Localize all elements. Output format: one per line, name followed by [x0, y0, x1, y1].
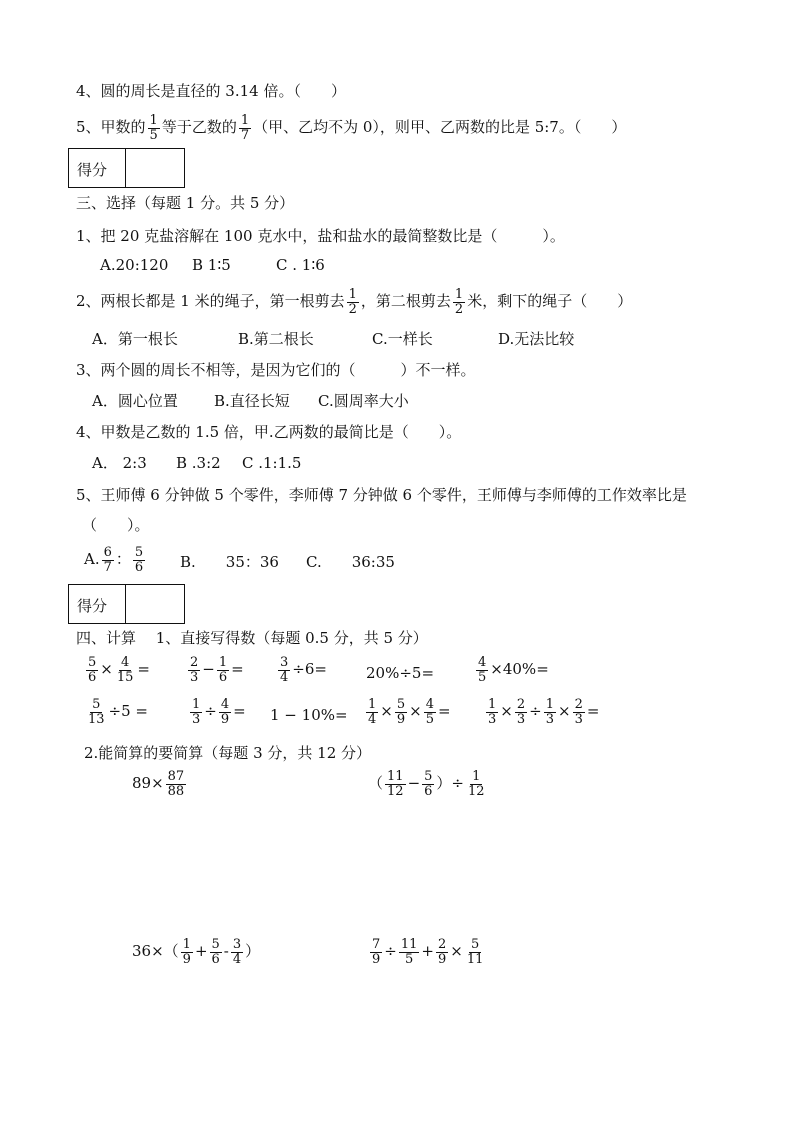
calc-r2-e3: 1 − 10%=: [270, 706, 348, 724]
text-fragment: 5: [92, 697, 101, 712]
fraction: [436, 938, 448, 966]
choice-q1-option-b: B 1∶5: [192, 256, 231, 274]
fraction: [133, 546, 145, 574]
text-fragment: 5: [425, 711, 434, 727]
choice-q1-option-a: A.20:120: [100, 256, 169, 274]
text-fragment: 12: [387, 783, 404, 799]
text-fragment: 4: [280, 669, 289, 685]
text-fragment: 5: [396, 697, 406, 712]
text-fragment: 1: [454, 287, 464, 302]
text-fragment: ）: [245, 942, 261, 961]
text-fragment: 11: [400, 937, 418, 952]
fraction: [422, 770, 434, 798]
text-fragment: 4: [220, 697, 230, 712]
text-fragment: 6: [103, 545, 112, 560]
fraction: [278, 656, 290, 684]
text-fragment: 7: [372, 937, 381, 952]
judge-q4: 4、圆的周长是直径的 3.14 倍。（ ）: [76, 82, 346, 100]
text-fragment: 5: [134, 545, 144, 560]
choice-q5-option-b: B. 35：36: [180, 553, 279, 571]
text-fragment: 4: [368, 711, 377, 727]
text-fragment: 2: [348, 301, 357, 317]
text-fragment: 2: [437, 937, 447, 952]
text-fragment: 9: [182, 951, 191, 967]
judge-q5-pre: 5、甲数的: [76, 118, 146, 137]
text-fragment: 9: [396, 711, 406, 727]
choice-q5-option-c: C. 36:35: [306, 553, 395, 571]
text-fragment: 4: [425, 697, 434, 712]
text-fragment: 3: [516, 711, 526, 727]
text-fragment: 7: [103, 559, 112, 575]
choice-q3-option-a: A．圆心位置: [92, 392, 178, 410]
fraction: [217, 656, 229, 684]
fraction: [239, 114, 251, 142]
text-fragment: 6: [218, 669, 228, 685]
text-fragment: 2: [574, 697, 583, 712]
choice-q4-option-b: B .3:2: [176, 454, 221, 472]
text-fragment: −: [407, 774, 421, 793]
choice-q1: 1、把 20 克盐溶解在 100 克水中，盐和盐水的最简整数比是（ ）。: [76, 227, 565, 245]
text-fragment: 1: [149, 113, 158, 128]
text-fragment: 3: [488, 711, 497, 727]
calc-r1-e2: [186, 656, 244, 684]
text-fragment: 5: [424, 769, 433, 784]
fraction: [219, 698, 231, 726]
text-fragment: ÷: [384, 942, 397, 961]
text-fragment: ÷5 =: [108, 702, 148, 721]
text-fragment: 2、两根长都是 1 米的绳子，第一根剪去: [76, 292, 345, 311]
text-fragment: 6: [134, 559, 144, 575]
text-fragment: ×: [409, 702, 422, 721]
text-fragment: 4: [478, 655, 487, 670]
fraction: [190, 698, 202, 726]
fraction: [476, 656, 488, 684]
text-fragment: （: [368, 774, 384, 793]
text-fragment: =: [438, 702, 451, 721]
text-fragment: 1: [348, 287, 357, 302]
text-fragment: 3: [232, 937, 242, 952]
fraction: [573, 698, 585, 726]
score-label: 得分: [77, 161, 108, 179]
text-fragment: +: [194, 942, 208, 961]
text-fragment: 6: [88, 669, 97, 685]
text-fragment: 3: [574, 711, 583, 727]
score-box: [68, 148, 185, 188]
text-fragment: A.: [84, 550, 100, 569]
text-fragment: 4: [120, 655, 130, 670]
section4-title: 四、计算 1、直接写得数（每题 0.5 分，共 5 分）: [76, 629, 428, 647]
fraction: [395, 698, 407, 726]
calc-r1-e5: [474, 656, 549, 684]
fraction: [515, 698, 527, 726]
text-fragment: ×: [380, 702, 393, 721]
judge-q5-post: （甲、乙均不为 0），则甲、乙两数的比是 5:7。（ ）: [253, 118, 627, 137]
text-fragment: 6: [211, 951, 220, 967]
text-fragment: 9: [437, 951, 447, 967]
text-fragment: 5: [404, 951, 414, 967]
fraction: [385, 770, 406, 798]
calc-r2-e2: [188, 698, 246, 726]
section4-sub2: 2.能简算的要简算（每题 3 分，共 12 分）: [84, 744, 372, 762]
text-fragment: 12: [468, 783, 485, 799]
simplify-3: [132, 938, 260, 966]
text-fragment: 米，剩下的绳子（ ）: [467, 292, 633, 311]
text-fragment: ÷: [529, 702, 542, 721]
fraction: [86, 698, 107, 726]
text-fragment: 1: [240, 113, 250, 128]
text-fragment: 1: [368, 697, 377, 712]
fraction: [544, 698, 556, 726]
text-fragment: 2: [190, 655, 199, 670]
text-fragment: 1: [182, 937, 191, 952]
text-fragment: ÷6=: [292, 660, 327, 679]
simplify-2: [368, 770, 489, 798]
text-fragment: 11: [387, 769, 404, 784]
choice-q4: 4、甲数是乙数的 1.5 倍，甲.乙两数的最简比是（ ）。: [76, 423, 462, 441]
choice-q3-option-c: C.圆周率大小: [318, 392, 409, 410]
choice-q1-option-c: C . 1∶6: [276, 256, 325, 274]
fraction: [370, 938, 382, 966]
text-fragment: =: [231, 660, 244, 679]
judge-q5-mid: 等于乙数的: [161, 118, 237, 137]
text-fragment: 5: [149, 127, 158, 143]
text-fragment: =: [137, 660, 150, 679]
text-fragment: 2: [516, 697, 526, 712]
fraction: [424, 698, 436, 726]
fraction: [181, 938, 193, 966]
section3-title: 三、选择（每题 1 分。共 5 分）: [76, 194, 295, 212]
text-fragment: 36×（: [132, 942, 179, 961]
text-fragment: ×: [450, 942, 463, 961]
fraction: [188, 656, 200, 684]
simplify-4: [368, 938, 487, 966]
text-fragment: 6: [424, 783, 433, 799]
fraction: [466, 770, 487, 798]
text-fragment: 4: [232, 951, 242, 967]
fraction: [210, 938, 222, 966]
choice-q2-option-a: A．第一根长: [92, 330, 178, 348]
text-fragment: 15: [116, 669, 134, 685]
text-fragment: =: [586, 702, 600, 721]
text-fragment: 88: [167, 783, 185, 799]
text-fragment: ÷: [204, 702, 217, 721]
choice-q2-option-c: C.一样长: [372, 330, 433, 348]
calc-r1-e3: [276, 656, 327, 684]
text-fragment: 3: [280, 655, 289, 670]
choice-q2: [76, 288, 632, 316]
choice-q5-blank: （ ）。: [82, 516, 150, 534]
text-fragment: 13: [88, 711, 105, 727]
choice-q3-option-b: B.直径长短: [214, 392, 290, 410]
text-fragment: 11: [466, 951, 484, 967]
text-fragment: 87: [167, 769, 185, 784]
text-fragment: 3: [192, 711, 201, 727]
choice-q2-option-b: B.第二根长: [238, 330, 314, 348]
choice-q2-option-d: D.无法比较: [498, 330, 575, 348]
text-fragment: ）÷: [436, 774, 464, 793]
choice-q3: 3、两个圆的周长不相等，是因为它们的（ ）不一样。: [76, 361, 476, 379]
text-fragment: ：: [115, 550, 131, 569]
text-fragment: 5: [211, 937, 220, 952]
choice-q5-option-a: [84, 546, 147, 574]
fraction: [86, 656, 98, 684]
fraction: [148, 114, 160, 142]
score-label-cell: [69, 149, 126, 187]
fraction: [102, 546, 114, 574]
judge-q5: [76, 114, 626, 142]
choice-q4-option-a: A． 2:3: [92, 454, 147, 472]
score-box: [68, 584, 185, 624]
text-fragment: ×: [558, 702, 571, 721]
text-fragment: =: [233, 702, 246, 721]
text-fragment: 1: [192, 697, 201, 712]
fraction: [465, 938, 486, 966]
fraction: [231, 938, 243, 966]
fraction: [347, 288, 359, 316]
text-fragment: 1: [488, 697, 497, 712]
text-fragment: 3: [190, 669, 199, 685]
calc-r2-e1: [84, 698, 148, 726]
choice-q5: 5、王师傅 6 分钟做 5 个零件，李师傅 7 分钟做 6 个零件，王师傅与李师傅的工作效率比是: [76, 486, 687, 504]
fraction: [366, 698, 378, 726]
fraction: [453, 288, 465, 316]
score-label-cell: [69, 585, 126, 623]
text-fragment: 9: [220, 711, 230, 727]
text-fragment: 3: [545, 711, 554, 727]
score-label: 得分: [77, 597, 108, 615]
text-fragment: 9: [372, 951, 381, 967]
text-fragment: +: [421, 942, 434, 961]
simplify-1: [132, 770, 188, 798]
calc-r1-e4: 20%÷5=: [366, 664, 435, 682]
text-fragment: 5: [478, 669, 487, 685]
text-fragment: ×: [100, 660, 113, 679]
text-fragment: ，第二根剪去: [360, 292, 451, 311]
text-fragment: 7: [240, 127, 250, 143]
text-fragment: 2: [454, 301, 464, 317]
text-fragment: 1: [472, 769, 481, 784]
fraction: [115, 656, 136, 684]
text-fragment: 5: [470, 937, 480, 952]
calc-r2-e4: [364, 698, 451, 726]
text-fragment: -: [223, 942, 229, 961]
text-fragment: ×40%=: [490, 660, 549, 679]
calc-r1-e1: [84, 656, 150, 684]
fraction: [166, 770, 187, 798]
text-fragment: 5: [88, 655, 97, 670]
fraction: [399, 938, 420, 966]
choice-q4-option-c: C .1:1.5: [242, 454, 302, 472]
fraction: [486, 698, 498, 726]
text-fragment: 1: [218, 655, 228, 670]
text-fragment: ×: [500, 702, 513, 721]
calc-r2-e5: [484, 698, 599, 726]
text-fragment: −: [202, 660, 215, 679]
text-fragment: 89×: [132, 774, 164, 793]
text-fragment: 1: [545, 697, 554, 712]
